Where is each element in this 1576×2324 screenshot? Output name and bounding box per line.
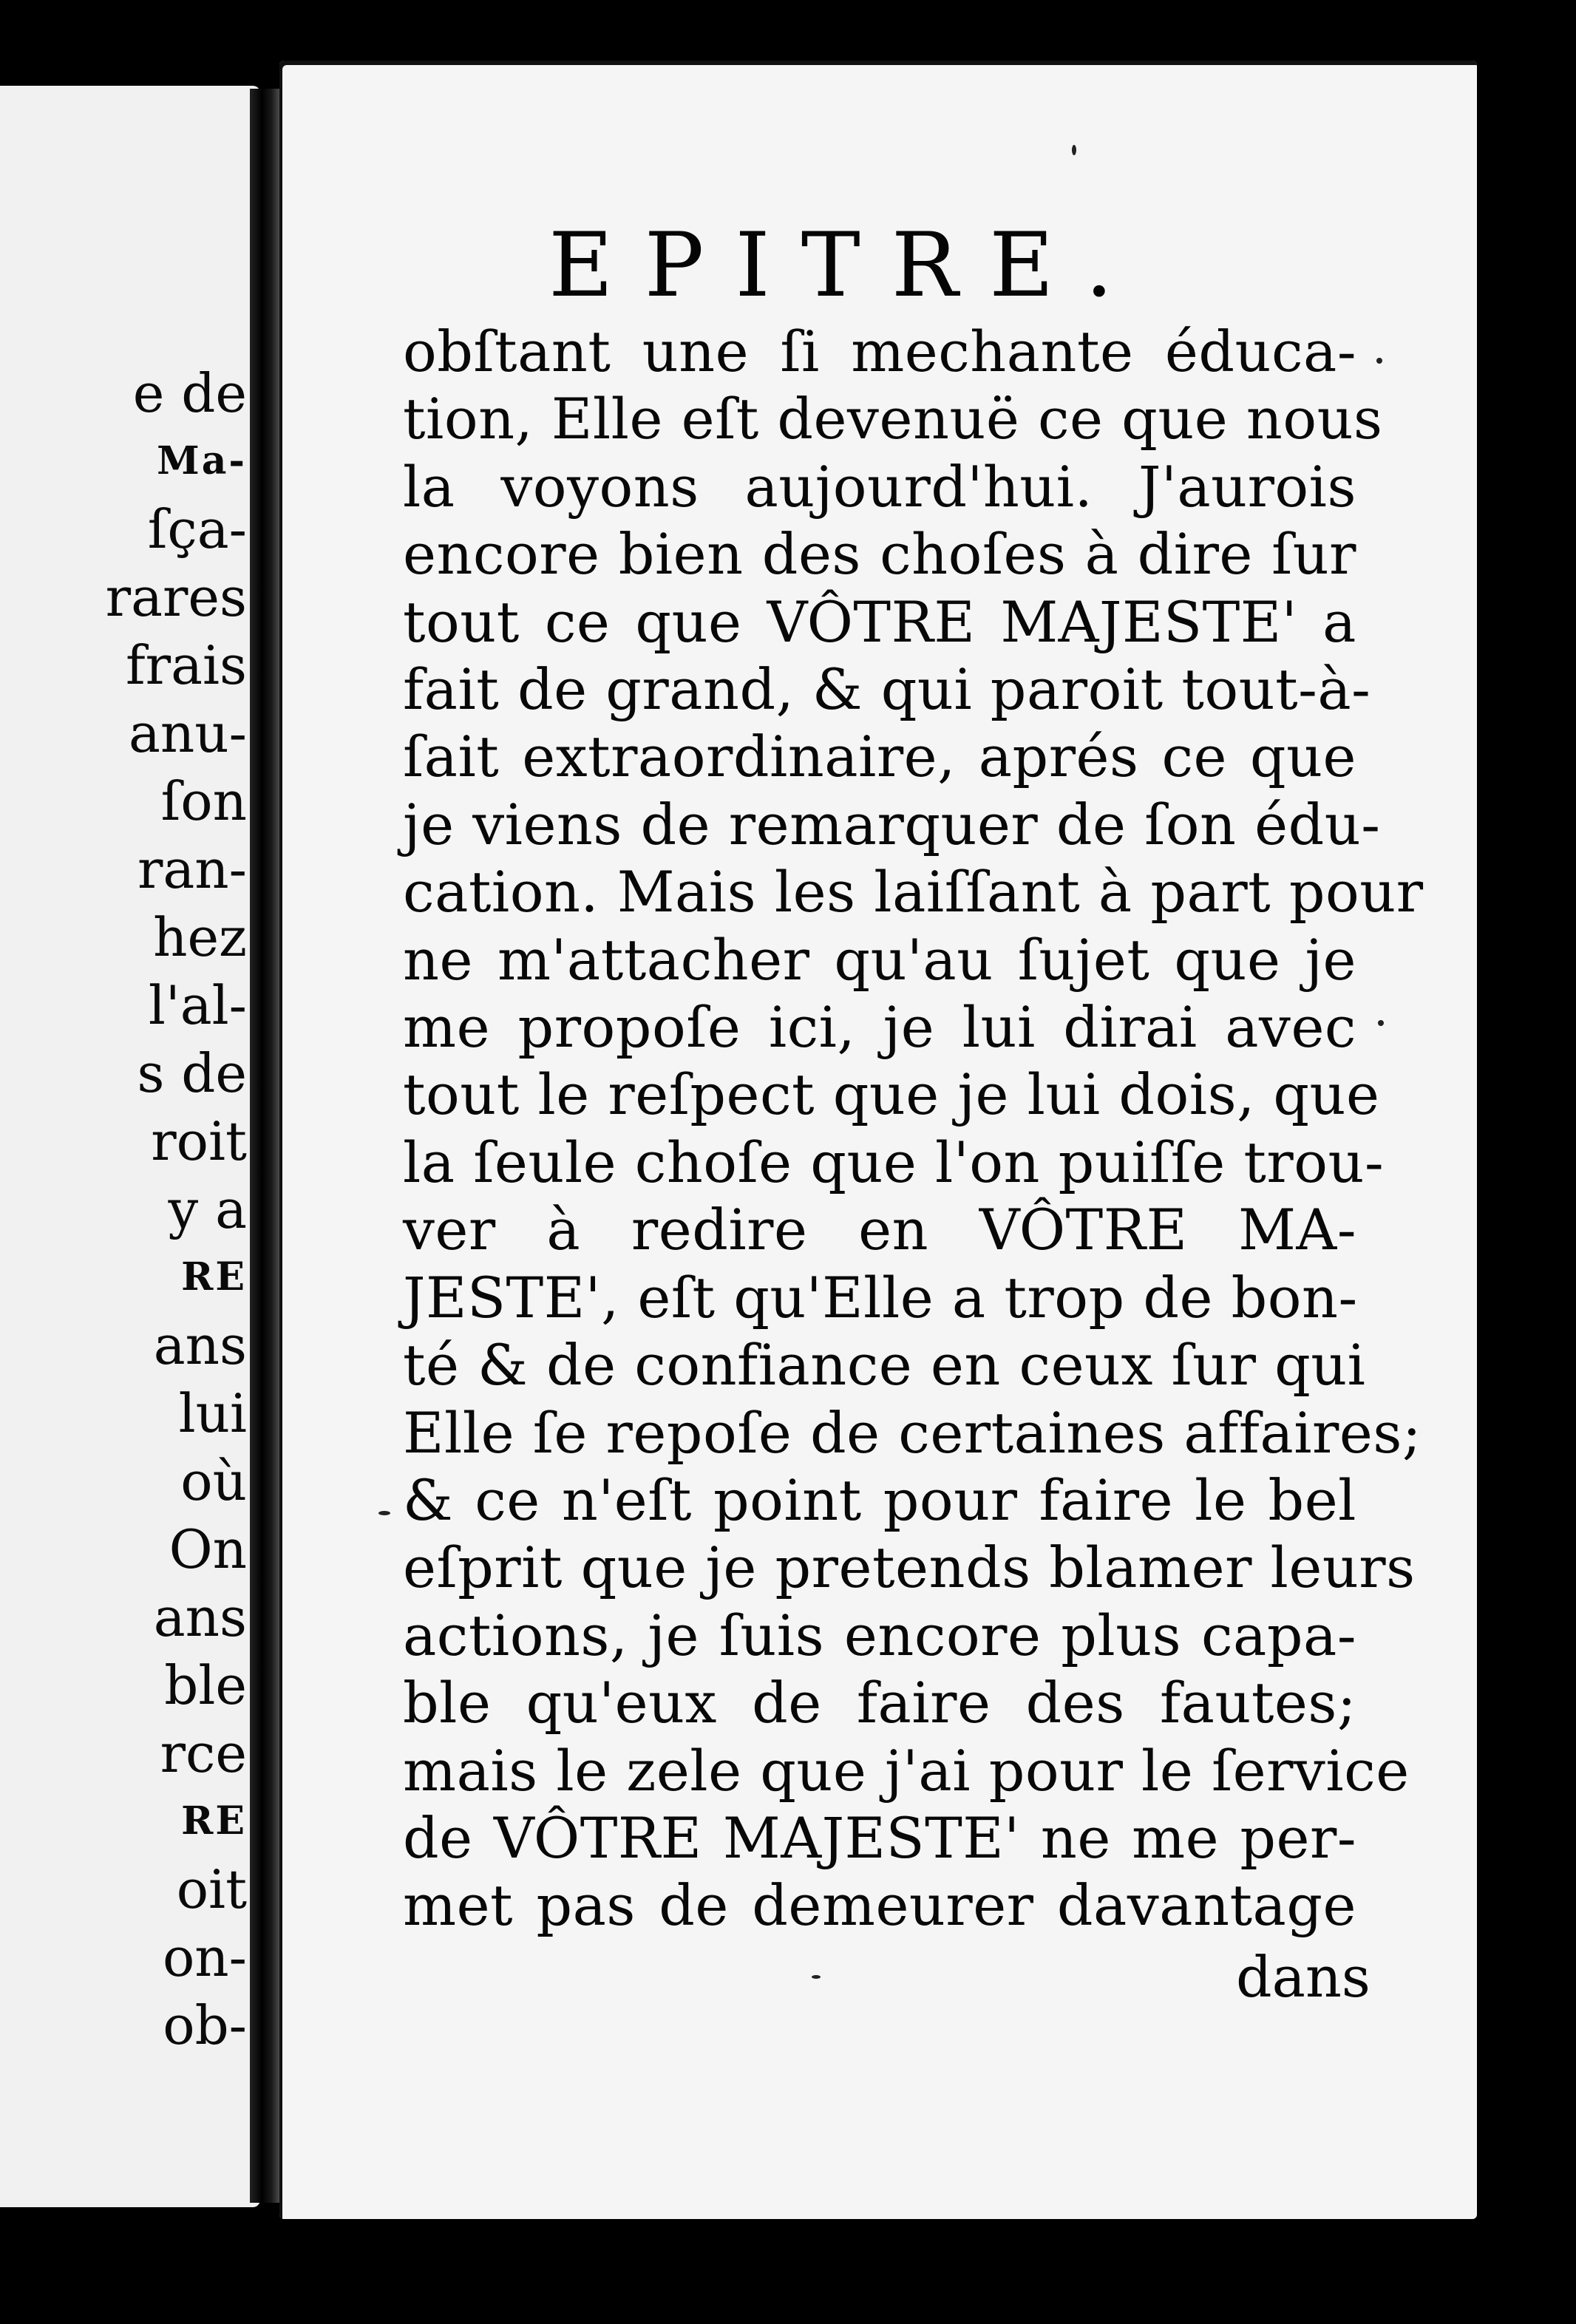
running-head: EPITRE. — [548, 214, 1144, 317]
text-line: je viens de remarquer de ſon édu- — [403, 791, 1381, 857]
left-page-fragment-line: ob- — [163, 1994, 247, 2056]
left-page-fragment-line: roit — [151, 1110, 247, 1172]
text-line: tout le reſpect que je lui dois, que — [403, 1061, 1380, 1128]
text-line: obſtant une ſi mechante éduca- — [403, 319, 1356, 384]
text-line: actions, je ſuis encore plus capa- — [403, 1602, 1356, 1668]
text-line: té & de confiance en ceux ſur qui — [403, 1332, 1366, 1399]
text-line: tion, Elle eſt devenuë ce que nous — [403, 386, 1383, 452]
page-body-text — [403, 318, 1424, 1940]
text-line: Elle ſe repoſe de certaines affaires; — [403, 1399, 1422, 1466]
left-page-fragment-line: e de — [132, 362, 247, 424]
text-line: JESTE', eſt qu'Elle a trop de bon- — [403, 1264, 1358, 1331]
left-page-fragment-line: Ma- — [157, 438, 247, 483]
left-page-fragment-line: anu- — [129, 702, 247, 764]
ink-speck — [378, 1511, 390, 1515]
left-page-fragment-line: on- — [162, 1926, 247, 1988]
text-line: ble qu'eux de faire des fautes; — [403, 1670, 1356, 1736]
catchword: dans — [1236, 1944, 1370, 2010]
left-page-fragment-line: l'al- — [148, 974, 247, 1036]
text-line: la ſeule choſe que l'on puiſſe trou- — [403, 1129, 1385, 1195]
text-line: de VÔTRE MAJESTE' ne me per- — [403, 1804, 1356, 1871]
left-page-fragment-line: RE — [181, 1254, 247, 1299]
left-page-fragment-line: ans — [153, 1586, 247, 1648]
left-page-text-fragments — [25, 359, 247, 2059]
text-line: tout ce que VÔTRE MAJESTE' a — [403, 588, 1356, 655]
left-page-fragment-line: RE — [181, 1798, 247, 1844]
ink-speck — [1376, 358, 1382, 364]
left-page-fragment-line: lui — [178, 1382, 247, 1444]
left-page-fragment-line: frais — [126, 634, 247, 696]
left-page-fragment-line: rares — [105, 566, 247, 628]
left-page-fragment-line: rce — [160, 1722, 247, 1784]
ink-speck — [1072, 145, 1076, 155]
left-page-fragment-line: s de — [137, 1042, 247, 1104]
book-gutter — [250, 89, 281, 2203]
text-line: me propoſe ici, je lui dirai avec — [403, 994, 1356, 1061]
left-page-fragment-line: ſça- — [147, 498, 247, 560]
text-line: mais le zele que j'ai pour le ſervice — [403, 1737, 1410, 1804]
left-page-fragment-line: hez — [153, 906, 247, 968]
left-page-fragment-line: oit — [176, 1858, 247, 1920]
ink-speck — [1378, 1020, 1384, 1026]
left-page-fragment-line: On — [169, 1518, 247, 1580]
left-page-fragment-line: y a — [168, 1178, 247, 1240]
text-line: eſprit que je pretends blamer leurs — [403, 1535, 1416, 1601]
text-line: cation. Mais les laiſſant à part pour — [403, 859, 1424, 925]
left-page-fragment-line: où — [180, 1450, 247, 1512]
text-line: fait de grand, & qui paroit tout-à- — [403, 656, 1371, 723]
left-page-fragment-line: ans — [153, 1314, 247, 1376]
left-page-fragment-line: ble — [164, 1654, 247, 1716]
left-page-fragment-line: ran- — [137, 838, 247, 900]
text-line: & ce n'eſt point pour faire le bel — [403, 1467, 1356, 1533]
text-line: ver à redire en VÔTRE MA- — [403, 1197, 1356, 1263]
text-line: encore bien des choſes à dire ſur — [403, 521, 1356, 588]
text-line: met pas de demeurer davantage — [403, 1872, 1356, 1939]
left-facing-page — [0, 86, 260, 2207]
text-line: la voyons aujourd'hui. J'aurois — [403, 453, 1356, 520]
text-line: ſait extraordinaire, aprés ce que — [403, 724, 1356, 790]
ink-speck — [812, 1975, 821, 1979]
left-page-fragment-line: ſon — [160, 770, 247, 832]
text-line: ne m'attacher qu'au ſujet que je — [403, 926, 1356, 993]
